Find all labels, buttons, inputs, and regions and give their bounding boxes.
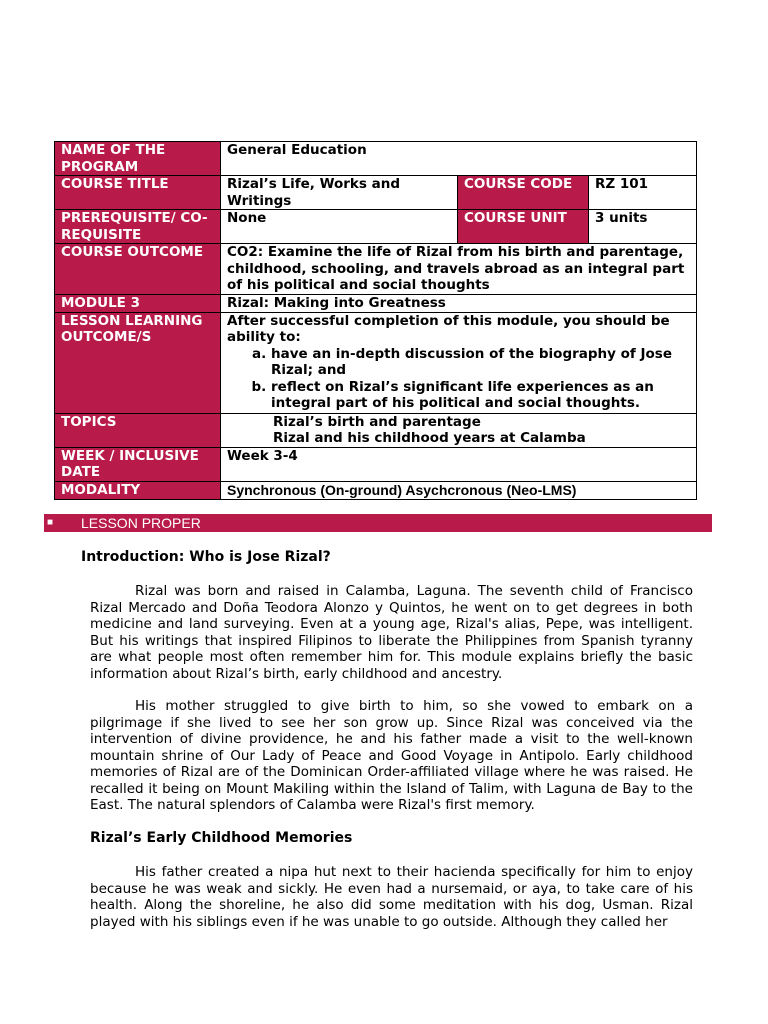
llo-value xyxy=(221,312,697,413)
llo-intro: After successful completion of this module, you should be ability to: xyxy=(227,312,670,345)
topic-text: Rizal’s birth and parentage xyxy=(273,413,481,430)
intro-heading: Introduction: Who is Jose Rizal? xyxy=(81,549,331,565)
llo-list xyxy=(227,346,690,412)
course-outcome-label: COURSE OUTCOME xyxy=(55,244,221,295)
paragraph-1: Rizal was born and raised in Calamba, Laguna. The seventh child of Francisco Rizal Mercado and Doña Teodora Alonzo y Quintos, he went on to get degrees in both medicine and land surveying. Even at a young age, Rizal's alias, Pepe, was intelligent. But his writings that inspired Filipinos to liberate the Philippines from Spanish tyranny are what people most often remember him for. This module explains briefly the basic information about Rizal’s birth, early childhood and ancestry. xyxy=(90,583,693,682)
llo-item: b. reflect on Rizal’s significant life experiences as an integral part of his political and social thoughts. xyxy=(271,379,690,412)
modality-label: MODALITY xyxy=(55,481,221,499)
lesson-proper-title: LESSON PROPER xyxy=(81,515,201,531)
course-title-value: Rizal’s Life, Works and Writings xyxy=(221,176,458,210)
module-label: MODULE 3 xyxy=(55,295,221,313)
course-unit-label: COURSE UNIT xyxy=(458,210,589,244)
paragraph-2: His mother struggled to give birth to him, so she vowed to embark on a pilgrimage if she lived to see her son grow up. Since Rizal was conceived via the intervention of divine providence, he and his father made a visit to the well-known mountain shrine of Our Lady of Peace and Good Voyage in Antipolo. Early childhood memories of Rizal are of the Dominican Order-affiliated village where he was raised. He recalled it being on Mount Makiling within the Island of Talim, with Laguna de Bay to the East. The natural splendors of Calamba were Rizal's first memory. xyxy=(90,698,693,813)
modality-value: Synchronous (On-ground) Asychcronous (Neo-LMS) xyxy=(221,481,697,499)
prereq-label: PREREQUISITE/ CO-REQUISITE xyxy=(55,210,221,244)
llo-label: LESSON LEARNING OUTCOME/S xyxy=(55,312,221,413)
topics-list xyxy=(227,414,690,447)
course-code-value: RZ 101 xyxy=(589,176,697,210)
prereq-value: None xyxy=(221,210,458,244)
course-outcome-value: CO2: Examine the life of Rizal from his birth and parentage, childhood, schooling, and travels abroad as an integral part of his political and social thoughts xyxy=(221,244,697,295)
course-code-label: COURSE CODE xyxy=(458,176,589,210)
square-bullet-icon: ■ xyxy=(47,517,54,528)
topics-value xyxy=(221,413,697,447)
topic-item xyxy=(227,414,690,431)
course-title-label: COURSE TITLE xyxy=(55,176,221,210)
topics-label: TOPICS xyxy=(55,413,221,447)
topic-text: Rizal and his childhood years at Calamba xyxy=(273,430,586,446)
program-value: General Education xyxy=(221,142,697,176)
llo-item: a. have an in-depth discussion of the biography of Jose Rizal; and xyxy=(271,346,690,379)
paragraph-3: His father created a nipa hut next to their hacienda specifically for him to enjoy because he was weak and sickly. He even had a nursemaid, or aya, to take care of his health. Along the shoreline, he also did some meditation with his dog, Usman. Rizal played with his siblings even if he was unable to go outside. Although they called her xyxy=(90,864,693,930)
program-label: NAME OF THE PROGRAM xyxy=(55,142,221,176)
week-value: Week 3-4 xyxy=(221,447,697,481)
course-unit-value: 3 units xyxy=(589,210,697,244)
childhood-heading: Rizal’s Early Childhood Memories xyxy=(90,830,353,846)
topic-item xyxy=(227,430,690,447)
module-value: Rizal: Making into Greatness xyxy=(221,295,697,313)
lesson-proper-bar xyxy=(44,514,712,532)
course-info-table xyxy=(54,141,697,500)
week-label: WEEK / INCLUSIVE DATE xyxy=(55,447,221,481)
